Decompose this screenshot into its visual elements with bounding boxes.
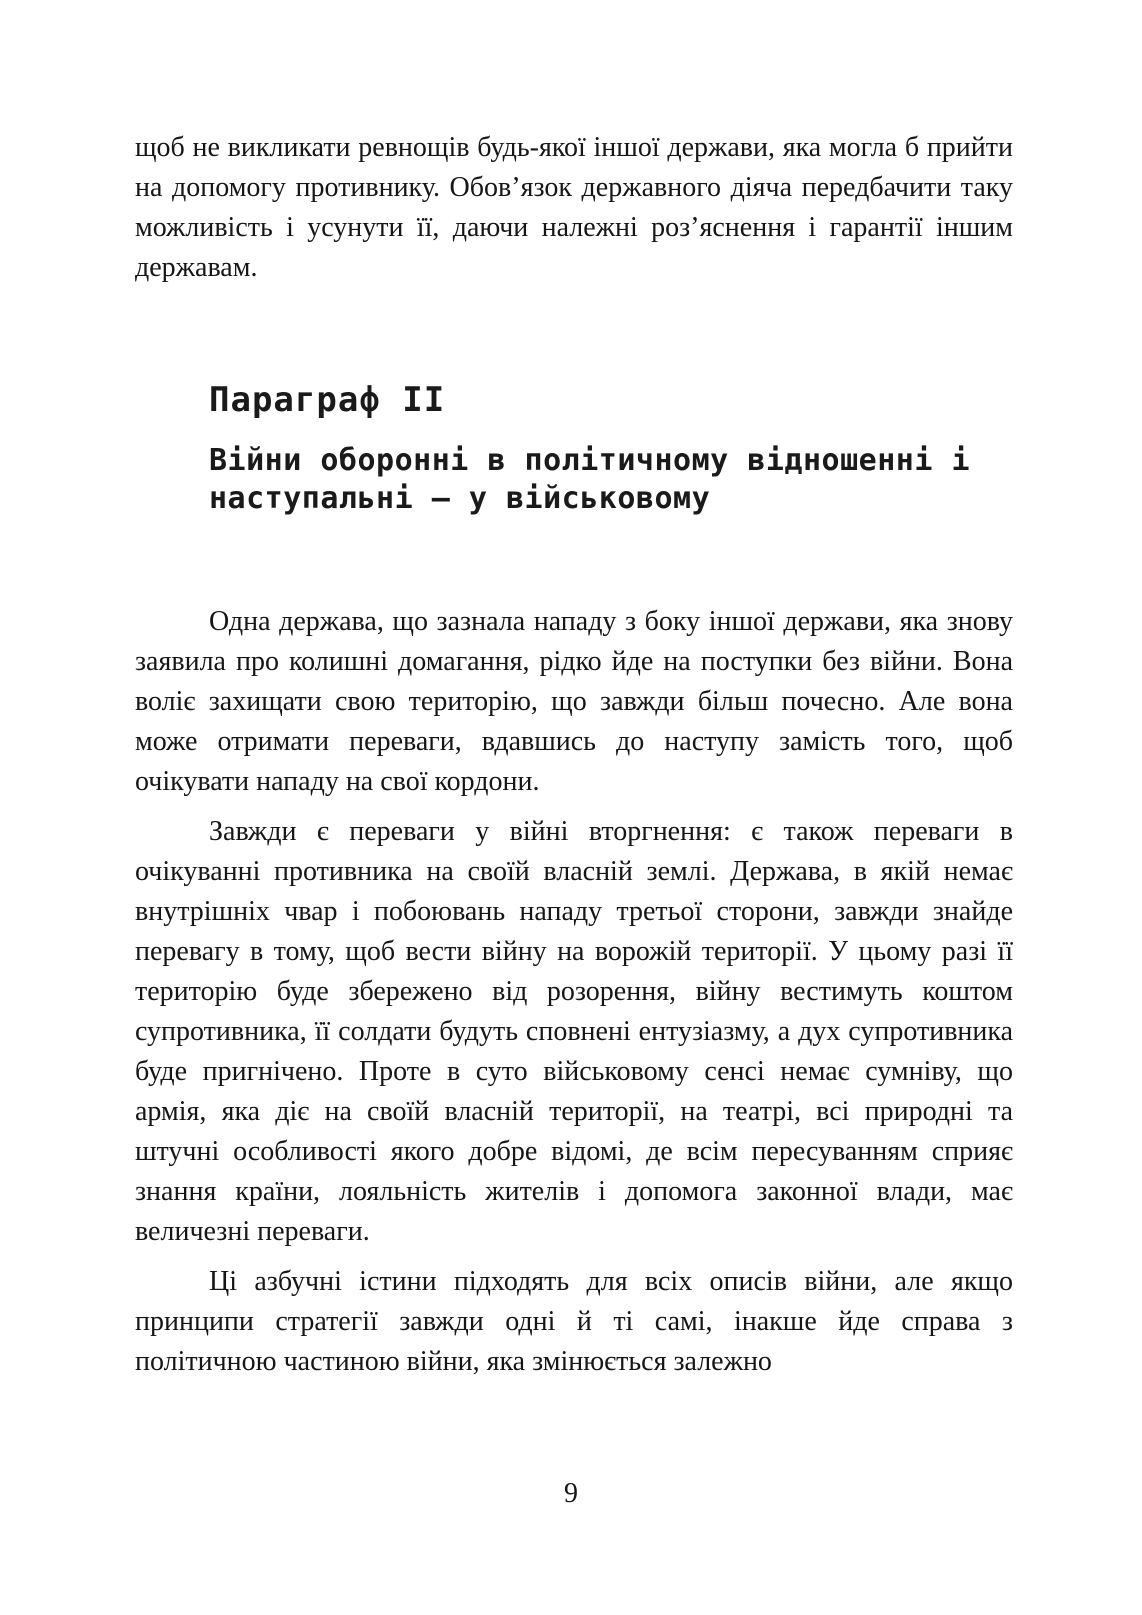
- section-subtitle: Війни оборонні в політичному відношенні і наступальні – у військовому: [209, 443, 971, 516]
- body-paragraph-2: Завжди є переваги у війні вторгнення: є також переваги в очікуванні противника на своїй власній землі. Держава, в якій немає внутрішніх чвар і побоювань нападу третьої сторони, завжди знайде перевагу в тому, щоб вести війну на ворожій території. У цьому разі її територію буде збережено від розорення, війну вестимуть коштом супротивника, її солдати будуть сповнені ентузіазму, а дух супротивника буде пригнічено. Проте в суто військовому сенсі немає сумніву, що армія, яка діє на своїй власній території, на театрі, всі природні та штучні особливості якого добре відомі, де всім пересуванням сприяє знання країни, лояльність жителів і допомога законної влади, має величезні переваги.: [135, 816, 1013, 1247]
- page-number: 9: [564, 1478, 578, 1509]
- text-block: [135, 128, 1013, 1392]
- body-paragraph-3: Ці азбучні істини підходять для всіх описів війни, але якщо принципи стратегії завжди одні й ті самі, інакше йде справа з політичною частиною війни, яка змінюється залежно: [135, 1266, 1013, 1377]
- continuation-paragraph: щоб не викликати ревнощів будь-якої іншої держави, яка могла б прийти на допомогу противнику. Обов’язок державного діяча передбачити таку можливість і усунути її, даючи належні роз’яснення і гарантії іншим державам.: [135, 132, 1013, 283]
- section-title: Параграф II: [209, 380, 446, 420]
- section-heading: [209, 380, 1013, 518]
- body-paragraph-1: Одна держава, що зазнала нападу з боку іншої держави, яка знову заявила про колишні домагання, рідко йде на поступки без війни. Вона воліє захищати свою територію, що завжди більш почесно. Але вона може отримати переваги, вдавшись до наступу замість того, щоб очікувати нападу на свої кордони.: [135, 606, 1013, 797]
